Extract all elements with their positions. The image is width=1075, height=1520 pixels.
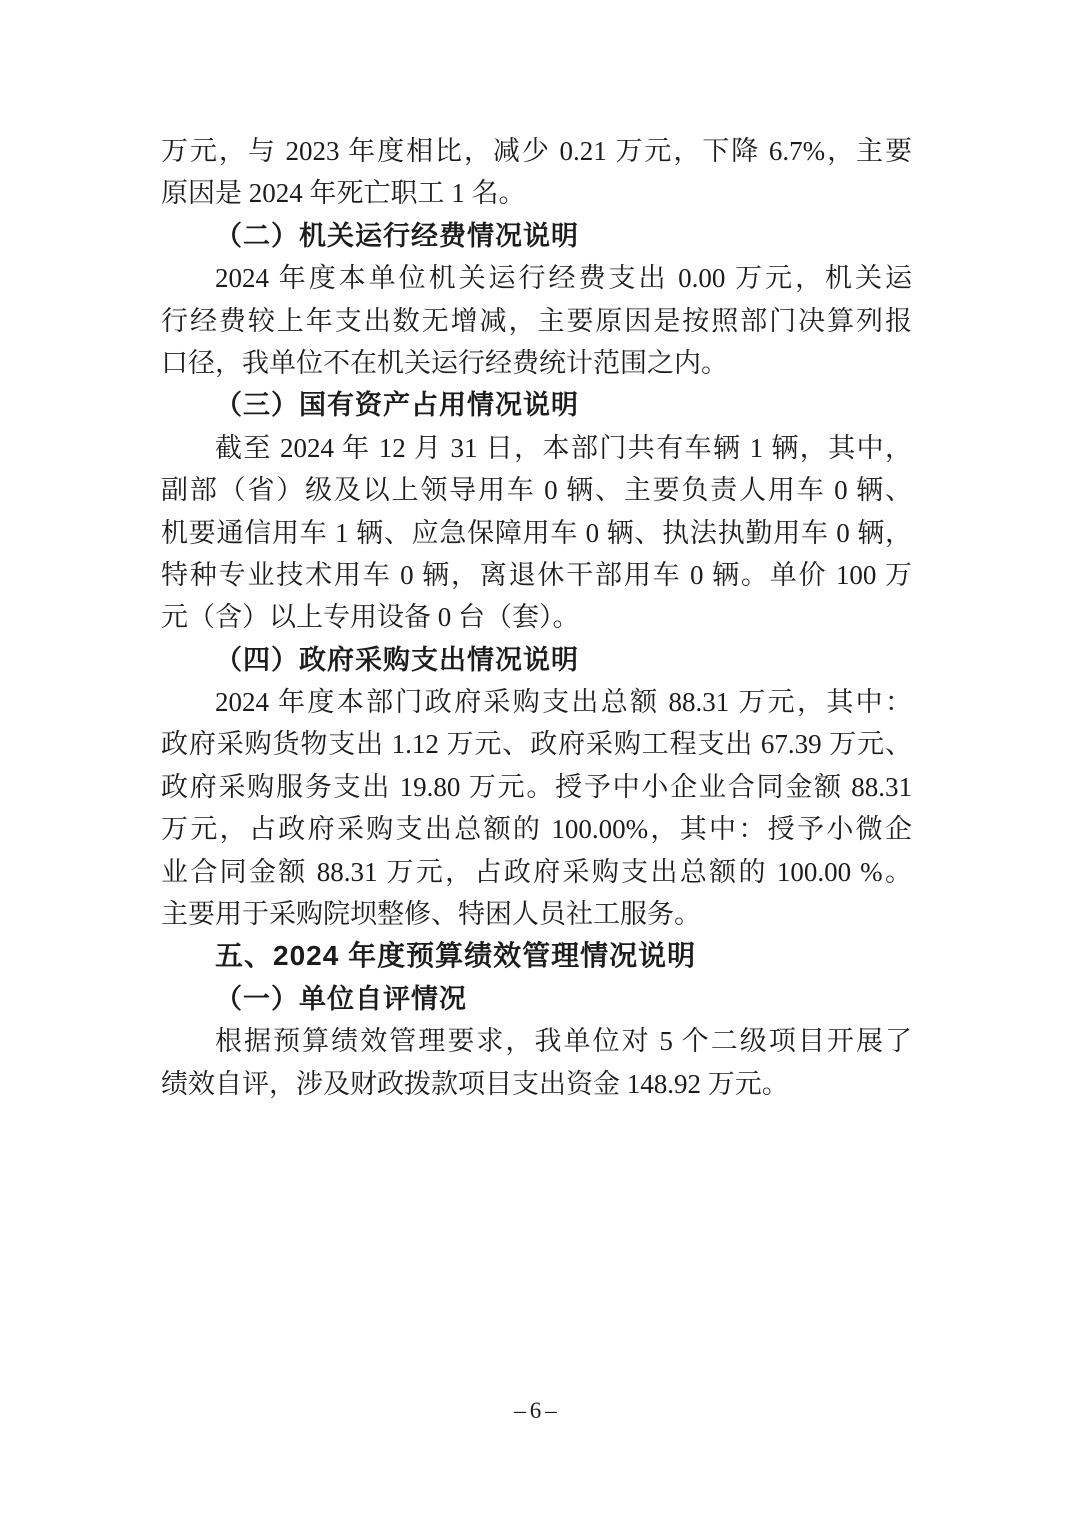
page-number: –6– (514, 1398, 561, 1423)
document-line: 政府采购货物支出 1.12 万元、政府采购工程支出 67.39 万元、 (161, 729, 912, 760)
document-line: 绩效自评，涉及财政拨款项目支出资金 148.92 万元。 (161, 1068, 789, 1099)
document-line: 副部（省）级及以上领导用车 0 辆、主要负责人用车 0 辆、 (161, 475, 912, 506)
document-line: 业合同金额 88.31 万元，占政府采购支出总额的 100.00 %。 (161, 856, 912, 887)
document-line: 元（含）以上专用设备 0 台（套）。 (161, 602, 580, 633)
document-line: 主要用于采购院坝整修、特困人员社工服务。 (161, 899, 701, 930)
document-line: 万元，与 2023 年度相比，减少 0.21 万元，下降 6.7%，主要 (161, 136, 912, 166)
section-heading: 五、2024 年度预算绩效管理情况说明 (215, 940, 697, 972)
document-line: 政府采购服务支出 19.80 万元。授予中小企业合同金额 88.31 (161, 771, 912, 802)
document-line: 根据预算绩效管理要求，我单位对 5 个二级项目开展了 (215, 1026, 912, 1057)
document-body (161, 130, 912, 1105)
document-line: 行经费较上年支出数无增减，主要原因是按照部门决算列报 (161, 305, 912, 336)
document-line: 特种专业技术用车 0 辆，离退休干部用车 0 辆。单价 100 万 (161, 559, 912, 590)
document-line: 口径，我单位不在机关运行经费统计范围之内。 (161, 347, 728, 378)
document-line: 机要通信用车 1 辆、应急保障用车 0 辆、执法执勤用车 0 辆， (161, 517, 912, 548)
section-heading: （一）单位自评情况 (215, 983, 467, 1014)
document-line: 2024 年度本部门政府采购支出总额 88.31 万元，其中： (215, 687, 912, 718)
document-line: 截至 2024 年 12 月 31 日，本部门共有车辆 1 辆，其中， (215, 432, 912, 463)
document-line: 万元，占政府采购支出总额的 100.00%，其中：授予小微企 (161, 814, 912, 845)
document-line: 原因是 2024 年死亡职工 1 名。 (161, 178, 526, 209)
section-heading: （四）政府采购支出情况说明 (215, 644, 579, 675)
section-heading: （三）国有资产占用情况说明 (215, 390, 579, 421)
document-line: 2024 年度本单位机关运行经费支出 0.00 万元，机关运 (215, 263, 912, 294)
section-heading: （二）机关运行经费情况说明 (215, 220, 579, 251)
